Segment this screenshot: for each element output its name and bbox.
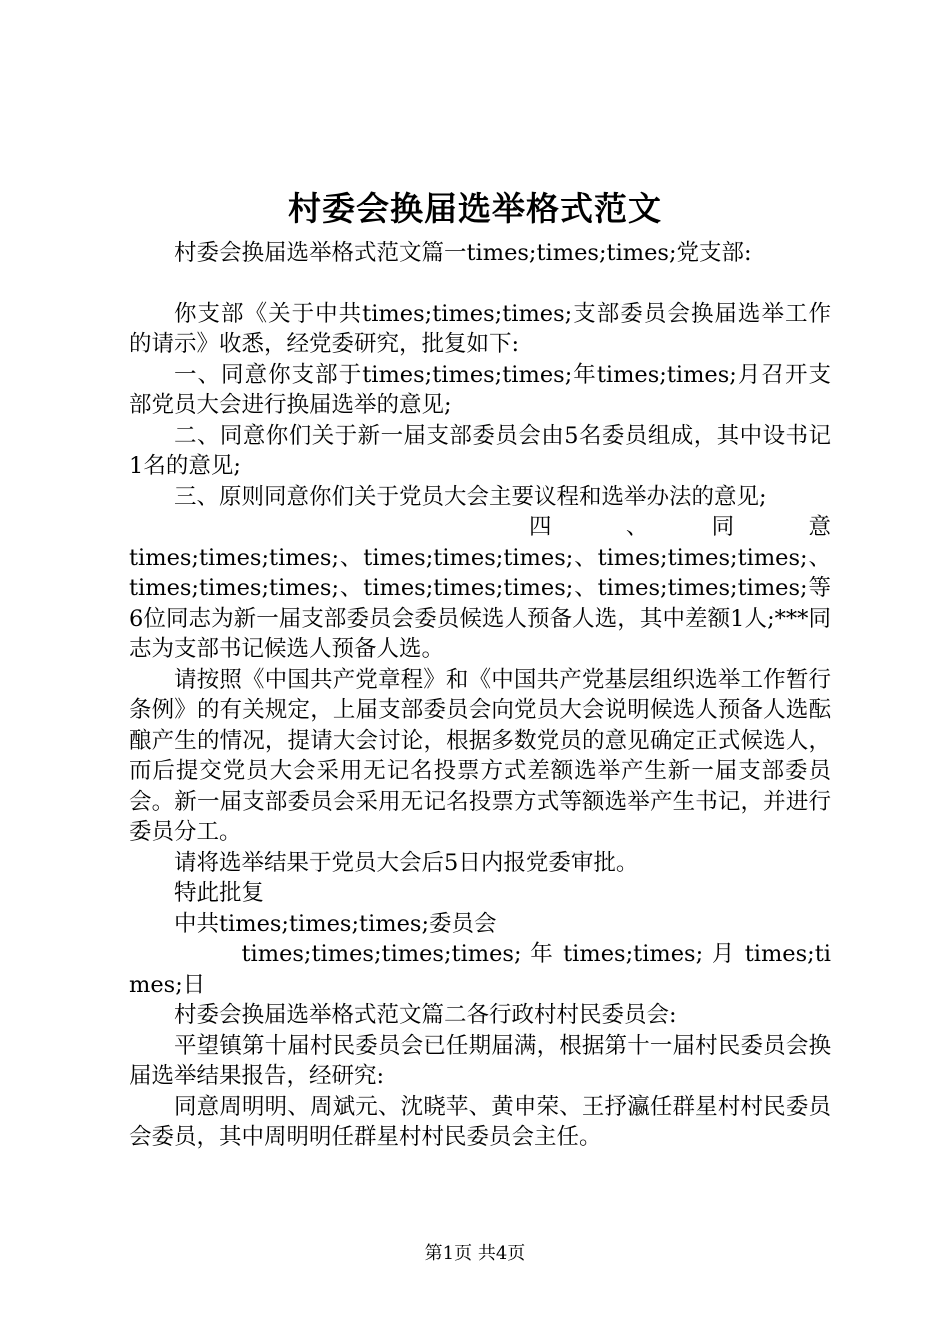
paragraph-part-two-report: 平望镇第十届村民委员会已任期届满，根据第十一届村民委员会换届选举结果报告，经研究:: [129, 1032, 831, 1089]
paragraph-item-4-heading: 四 、 同 意: [529, 514, 831, 540]
document-body: [129, 238, 831, 1153]
paragraph-part-two-approval: 同意周明明、周斌元、沈晓苹、黄申荣、王抒瀛任群星村村民委员会委员，其中周明明任群星村村民委员会主任。: [129, 1093, 831, 1150]
paragraph-date: times;times;times;times; 年 times;times; 月 times;times;日: [129, 941, 831, 998]
paragraph-request: 你支部《关于中共times;times;times;支部委员会换届选举工作的请示》收悉，经党委研究，批复如下:: [129, 300, 831, 357]
paragraph-intro: 村委会换届选举格式范文篇一times;times;times;党支部:: [174, 240, 752, 266]
paragraph-part-two-heading: 村委会换届选举格式范文篇二各行政村村民委员会:: [174, 1002, 677, 1028]
paragraph-instructions: 请按照《中国共产党章程》和《中国共产党基层组织选举工作暂行条例》的有关规定，上届支部委员会向党员大会说明候选人预备人选酝酿产生的情况，提请大会讨论，根据多数党员的意见确定正式候选人，而后提交党员大会采用无记名投票方式差额选举产生新一届支部委员会。新一届支部委员会采用无记名投票方式等额选举产生书记，并进行委员分工。: [129, 666, 831, 845]
paragraph-report: 请将选举结果于党员大会后5日内报党委审批。: [174, 849, 639, 876]
paragraph-item-3: 三、原则同意你们关于党员大会主要议程和选举办法的意见;: [174, 483, 767, 510]
paragraph-item-4-body: times;times;times;、times;times;times;、times;times;times;、times;times;times;、times;times;times;、times;times;times;等6位同志为新一届支部委员会委员候选人预备人选，其中差额1人;***同志为支部书记候选人预备人选。: [129, 544, 831, 662]
paragraph-item-2: 二、同意你们关于新一届支部委员会由5名委员组成，其中设书记1名的意见;: [129, 422, 831, 479]
paragraph-item-1: 一、同意你支部于times;times;times;年times;times;月召开支部党员大会进行换届选举的意见;: [129, 361, 831, 418]
document-title: 村委会换届选举格式范文: [288, 189, 662, 228]
paragraph-signature: 中共times;times;times;委员会: [174, 910, 497, 937]
paragraph-approval: 特此批复: [174, 880, 265, 906]
page-footer: 第1页 共4页: [424, 1243, 526, 1264]
